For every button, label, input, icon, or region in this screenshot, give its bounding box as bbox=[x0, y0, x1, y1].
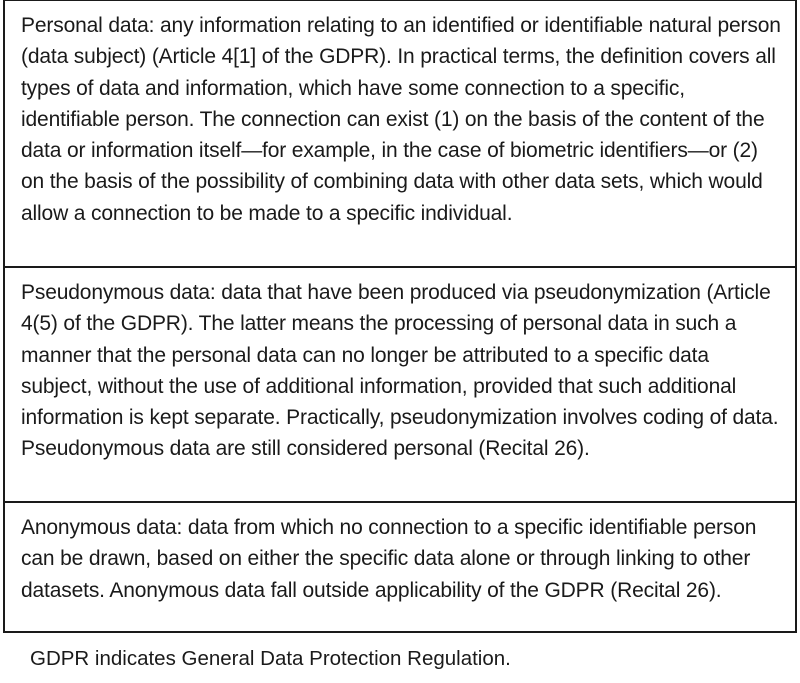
definition-personal-data: Personal data: any information relating to an identified or identifiable natural person (data subject) (Article 4[1] of the GDPR). In practical terms, the definition covers all types of data and information, which have some connection to a specific, identifiable person. The connection can exist (1) on the basis of the content of the data or information itself—for example, in the case of biometric identifiers—or (2) on the basis of the possibility of combining data with other data sets, which would allow a connection to be made to a specific individual. bbox=[21, 14, 781, 225]
definition-anonymous-data: Anonymous data: data from which no connection to a specific identifiable person can be drawn, based on either the specific data alone or through linking to other datasets. Anonymous data fall outside applicability of the GDPR (Recital 26). bbox=[5, 501, 795, 631]
definitions-table bbox=[3, 0, 797, 633]
definition-pseudonymous-data: Pseudonymous data: data that have been produced via pseudonymization (Article 4(5) of the GDPR). The latter means the processing of personal data in such a manner that the personal data can no longer be attributed to a specific data subject, without the use of additional information, provided that such additional information is kept separate. Practically, pseudonymization involves coding of data. Pseudonymous data are still considered personal (Recital 26). bbox=[5, 266, 795, 501]
table-footnote: GDPR indicates General Data Protection Regulation. bbox=[30, 647, 511, 670]
